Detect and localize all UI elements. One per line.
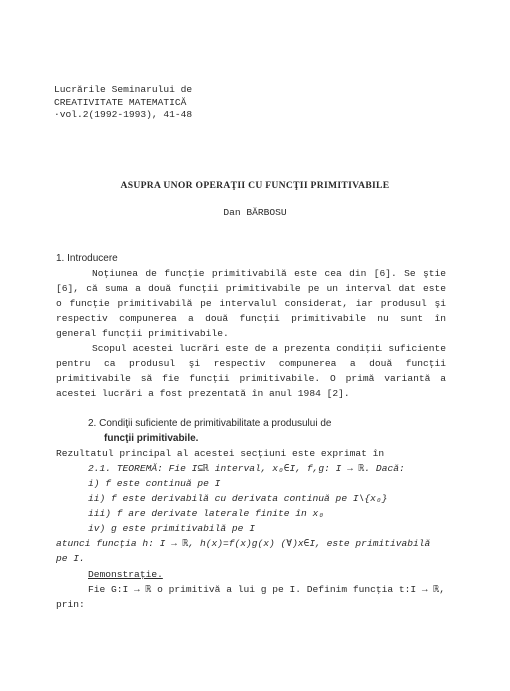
paragraph-line: o funcţie primitivabilă pe intervalul considerat, iar produsul şi <box>56 298 446 309</box>
section-2-heading-cont: funcţii primitivabile. <box>104 433 199 444</box>
paragraph-line: Rezultatul principal al acestei secţiuni este exprimat în <box>56 448 385 459</box>
proof-line: Fie G:I → ℝ o primitivă a lui g pe I. Definim funcţia t:I → ℝ, <box>88 584 445 595</box>
theorem-item: iii) f are derivate laterale finite în x₀ <box>88 508 325 519</box>
theorem-item: ii) f este derivabilă cu derivata continuă pe I\{x₀} <box>88 493 388 504</box>
proof-line: prin: <box>56 599 85 610</box>
theorem-statement: 2.1. TEOREMĂ: Fie I⊆ℝ interval, x₀∈I, f,g: I → ℝ. Dacă: <box>88 463 405 474</box>
paragraph-line: [6], că suma a două funcţii primitivabile pe un interval dat este <box>56 283 446 294</box>
paper-author: Dan BĂRBOSU <box>223 207 287 218</box>
theorem-conclusion: atunci funcţia h: I → ℝ, h(x)=f(x)g(x) (∀)x∈I, este primitivabilă <box>56 538 431 549</box>
paragraph-line: primitivabile să fie funcţii primitivabile. O primă variantă a <box>56 373 446 384</box>
paragraph-line: Noţiunea de funcţie primitivabilă este cea din [6]. Se ştie <box>92 268 446 279</box>
paragraph-line: Scopul acestei lucrări este de a prezenta condiţii suficiente <box>92 343 446 354</box>
paragraph-line: pentru ca produsul şi respectiv compunerea a două funcţii <box>56 358 446 369</box>
proof-label: Demonstraţie. <box>88 569 163 580</box>
theorem-conclusion: pe I. <box>56 553 85 564</box>
theorem-item: iv) g este primitivabilă pe I <box>88 523 255 534</box>
section-2-heading: 2. Condiţii suficiente de primitivabilitate a produsului de <box>88 418 332 429</box>
paper-title: ASUPRA UNOR OPERAŢII CU FUNCŢII PRIMITIVABILE <box>120 180 390 191</box>
journal-header <box>54 84 192 122</box>
paragraph-line: general funcţii primitivabile. <box>56 328 229 339</box>
paragraph-line: acestei lucrări a fost prezentată în anul 1984 [2]. <box>56 388 350 399</box>
journal-line-2: CREATIVITATE MATEMATICĂ <box>54 96 187 108</box>
paragraph-line: respectiv compunerea a două funcţii primitivabile nu sunt în <box>56 313 446 324</box>
journal-line-1: Lucrările Seminarului de <box>54 84 193 95</box>
journal-line-3: ·vol.2(1992-1993), 41-48 <box>54 109 193 120</box>
section-1-heading: 1. Introducere <box>56 253 118 264</box>
theorem-item: i) f este continuă pe I <box>88 478 221 489</box>
